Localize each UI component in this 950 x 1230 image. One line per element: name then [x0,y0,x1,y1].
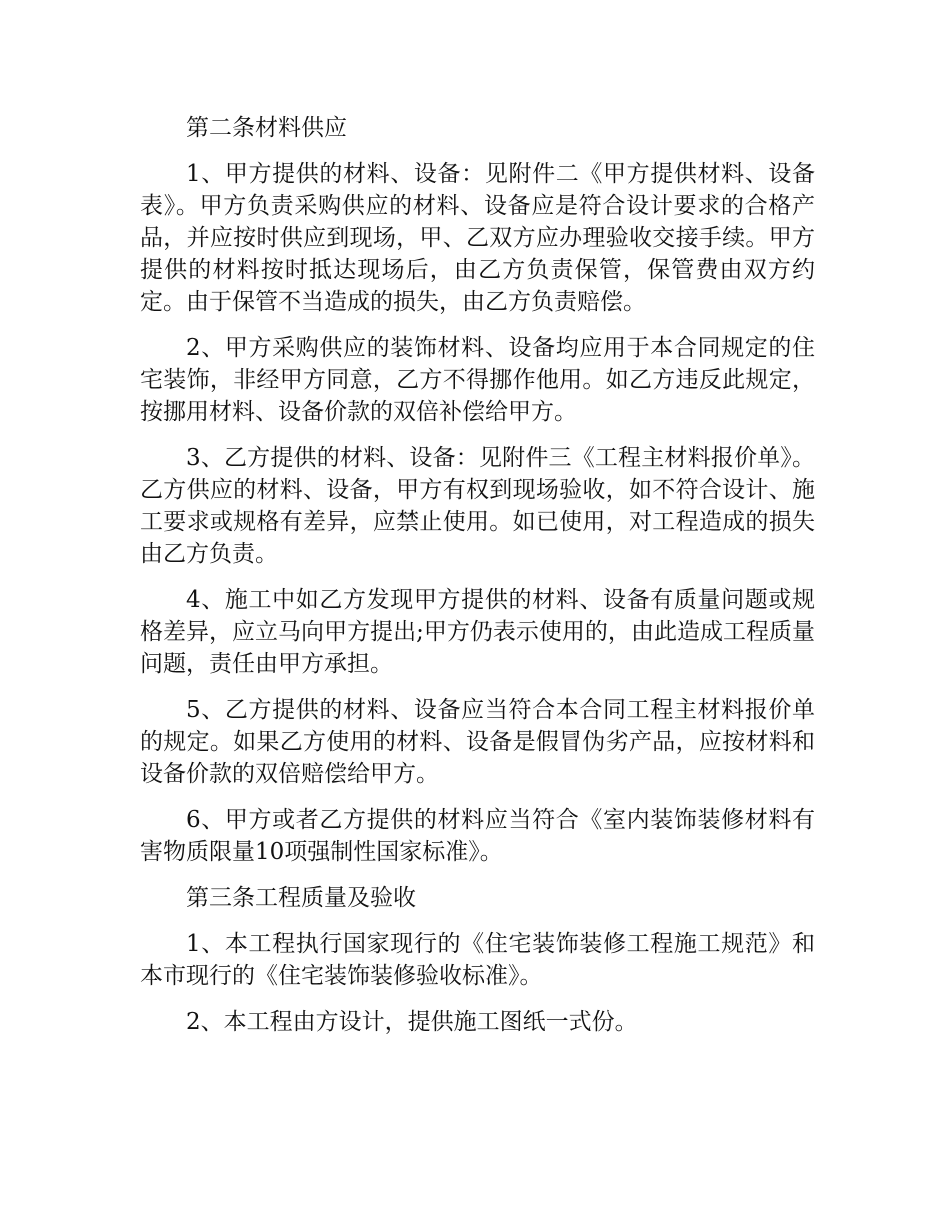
document-page [140,112,815,1052]
clause-3-1: 1、本工程执行国家现行的《住宅装饰装修工程施工规范》和本市现行的《住宅装饰装修验收标准》。 [140,931,815,989]
clause-2-5: 5、乙方提供的材料、设备应当符合本合同工程主材料报价单的规定。如果乙方使用的材料、设备是假冒伪劣产品，应按材料和设备价款的双倍赔偿给甲方。 [140,697,815,787]
clause-2-6: 6、甲方或者乙方提供的材料应当符合《室内装饰装修材料有害物质限量10项强制性国家标准》。 [140,807,815,865]
clause-2-3: 3、乙方提供的材料、设备：见附件三《工程主材料报价单》。乙方供应的材料、设备，甲方有权到现场验收，如不符合设计、施工要求或规格有差异，应禁止使用。如已使用，对工程造成的损失由乙方负责。 [140,445,815,567]
clause-2-4: 4、施工中如乙方发现甲方提供的材料、设备有质量问题或规格差异，应立马向甲方提出;甲方仍表示使用的，由此造成工程质量问题，责任由甲方承担。 [140,587,815,677]
section-heading-materials: 第二条材料供应 [186,115,347,141]
clause-2-1: 1、甲方提供的材料、设备：见附件二《甲方提供材料、设备表》。甲方负责采购供应的材料、设备应是符合设计要求的合格产品，并应按时供应到现场，甲、乙双方应办理验收交接手续。甲方提供的材料按时抵达现场后，由乙方负责保管，保管费由双方约定。由于保管不当造成的损失，由乙方负责赔偿。 [140,161,815,315]
section-heading-quality: 第三条工程质量及验收 [186,885,416,911]
clause-2-2: 2、甲方采购供应的装饰材料、设备均应用于本合同规定的住宅装饰，非经甲方同意，乙方不得挪作他用。如乙方违反此规定，按挪用材料、设备价款的双倍补偿给甲方。 [140,335,815,425]
clause-3-2: 2、本工程由方设计，提供施工图纸一式份。 [186,1009,638,1035]
